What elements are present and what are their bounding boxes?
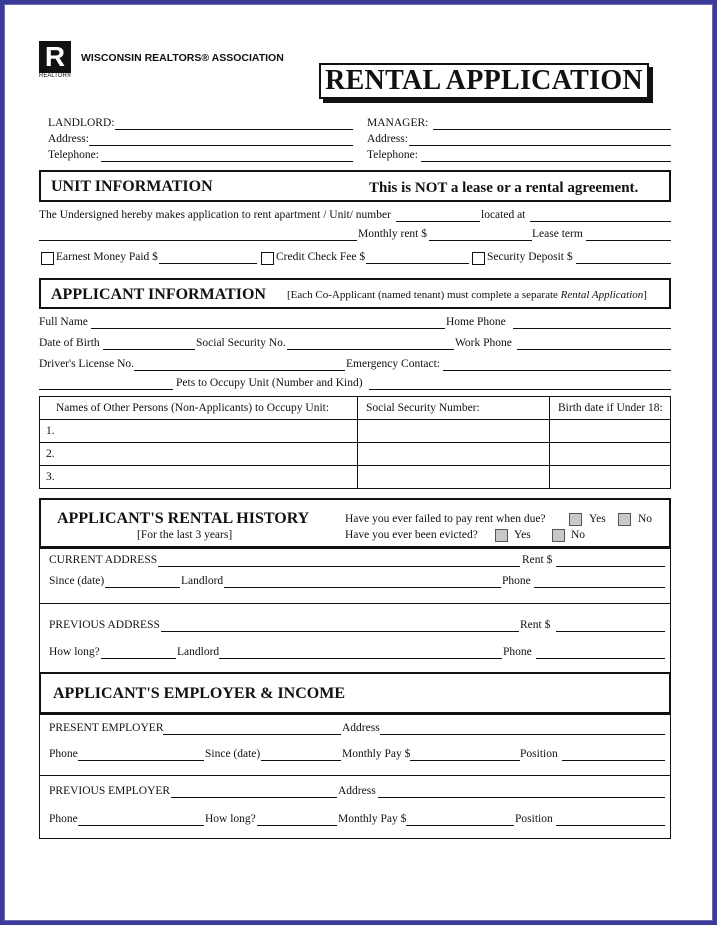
occupant-name-cell[interactable]: 2. bbox=[40, 443, 358, 466]
form-page bbox=[4, 4, 713, 921]
previous-rent-label: Rent $ bbox=[520, 619, 551, 631]
table-row[interactable] bbox=[40, 443, 671, 466]
drivers-license-field[interactable] bbox=[134, 370, 345, 371]
form-title: RENTAL APPLICATION bbox=[319, 63, 649, 99]
pets-label: Pets to Occupy Unit (Number and Kind) bbox=[176, 377, 363, 389]
previous-position-field[interactable] bbox=[556, 825, 665, 826]
present-employer-phone-label: Phone bbox=[49, 748, 78, 760]
employer-heading: APPLICANT'S EMPLOYER & INCOME bbox=[53, 685, 346, 702]
applicant-info-header bbox=[39, 278, 671, 309]
drivers-license-label: Driver's License No. bbox=[39, 358, 134, 370]
current-rent-label: Rent $ bbox=[522, 554, 553, 566]
previous-address-section bbox=[39, 603, 671, 673]
rental-history-header bbox=[39, 498, 671, 548]
dob-field[interactable] bbox=[103, 349, 195, 350]
how-long-field[interactable] bbox=[101, 658, 176, 659]
previous-employer-phone-label: Phone bbox=[49, 813, 78, 825]
current-rent-field[interactable] bbox=[556, 566, 665, 567]
unit-info-header bbox=[39, 170, 671, 202]
occupant-ssn-cell[interactable] bbox=[358, 420, 550, 443]
monthly-rent-label: Monthly rent $ bbox=[358, 228, 427, 240]
unit-intro-text: The Undersigned hereby makes application to rent apartment / Unit/ number bbox=[39, 209, 391, 221]
home-phone-field[interactable] bbox=[513, 328, 671, 329]
previous-landlord-field[interactable] bbox=[219, 658, 502, 659]
credit-check-label: Credit Check Fee $ bbox=[276, 251, 366, 263]
not-a-lease-notice: This is NOT a lease or a rental agreement. bbox=[369, 180, 639, 196]
previous-employer-label: PREVIOUS EMPLOYER bbox=[49, 785, 171, 797]
previous-landlord-label: Landlord bbox=[177, 646, 220, 658]
failed-rent-no-label: No bbox=[638, 513, 653, 525]
dob-label: Date of Birth bbox=[39, 337, 100, 349]
earnest-money-field[interactable] bbox=[159, 263, 257, 264]
since-date-label: Since (date) bbox=[49, 575, 105, 587]
monthly-rent-field[interactable] bbox=[429, 240, 532, 241]
previous-address-field[interactable] bbox=[161, 631, 519, 632]
table-row[interactable] bbox=[40, 466, 671, 489]
previous-monthly-pay-field[interactable] bbox=[406, 825, 514, 826]
pets-field[interactable] bbox=[39, 389, 173, 390]
rental-history-heading: APPLICANT'S RENTAL HISTORY bbox=[57, 510, 310, 527]
lease-term-field[interactable] bbox=[586, 240, 671, 241]
present-monthly-pay-field[interactable] bbox=[410, 760, 520, 761]
evicted-yes-label: Yes bbox=[514, 529, 531, 541]
evicted-question: Have you ever been evicted? bbox=[345, 529, 478, 541]
association-name: WISCONSIN REALTORS® ASSOCIATION bbox=[81, 52, 284, 64]
previous-address-label: PREVIOUS ADDRESS bbox=[49, 619, 160, 631]
previous-rent-field[interactable] bbox=[556, 631, 665, 632]
work-phone-field[interactable] bbox=[517, 349, 671, 350]
emergency-contact-field[interactable] bbox=[443, 370, 671, 371]
occupant-name-cell[interactable]: 3. bbox=[40, 466, 358, 489]
occupant-ssn-cell[interactable] bbox=[358, 466, 550, 489]
manager-address-field[interactable] bbox=[409, 145, 671, 146]
previous-landlord-phone-label: Phone bbox=[503, 646, 532, 658]
previous-employer-address-label: Address bbox=[338, 785, 376, 797]
earnest-money-label: Earnest Money Paid $ bbox=[56, 251, 158, 263]
evicted-yes-checkbox[interactable] bbox=[495, 529, 508, 542]
rental-history-subheading: [For the last 3 years] bbox=[137, 529, 233, 541]
occupant-name-header: Names of Other Persons (Non-Applicants) to Occupy Unit: bbox=[40, 397, 358, 420]
failed-rent-yes-checkbox[interactable] bbox=[569, 513, 582, 526]
manager-telephone-label: Telephone: bbox=[367, 149, 418, 161]
previous-how-long-field[interactable] bbox=[257, 825, 337, 826]
landlord-label: LANDLORD: bbox=[48, 117, 115, 129]
ssn-field[interactable] bbox=[287, 349, 454, 350]
manager-label: MANAGER: bbox=[367, 117, 429, 129]
occupant-birthdate-cell[interactable] bbox=[550, 443, 671, 466]
logo-caption: REALTOR® bbox=[39, 73, 72, 79]
occupant-ssn-cell[interactable] bbox=[358, 443, 550, 466]
previous-monthly-pay-label: Monthly Pay $ bbox=[338, 813, 407, 825]
present-employer-address-field[interactable] bbox=[380, 734, 665, 735]
failed-rent-question: Have you ever failed to pay rent when due? bbox=[345, 513, 546, 525]
emergency-contact-label: Emergency Contact: bbox=[346, 358, 440, 370]
evicted-no-checkbox[interactable] bbox=[552, 529, 565, 542]
landlord-field[interactable] bbox=[115, 129, 353, 130]
table-header-row bbox=[40, 397, 671, 420]
credit-check-checkbox[interactable] bbox=[261, 252, 274, 265]
credit-check-field[interactable] bbox=[366, 263, 469, 264]
security-deposit-field[interactable] bbox=[576, 263, 671, 264]
present-employer-field[interactable] bbox=[163, 734, 341, 735]
current-landlord-phone-field[interactable] bbox=[534, 587, 665, 588]
failed-rent-no-checkbox[interactable] bbox=[618, 513, 631, 526]
location-continued-field[interactable] bbox=[39, 240, 357, 241]
located-at-label: located at bbox=[481, 209, 526, 221]
lease-term-label: Lease term bbox=[532, 228, 583, 240]
occupant-birthdate-header: Birth date if Under 18: bbox=[550, 397, 671, 420]
applicant-info-heading: APPLICANT INFORMATION bbox=[51, 286, 266, 303]
unit-info-heading: UNIT INFORMATION bbox=[51, 178, 213, 195]
employer-header bbox=[39, 672, 671, 714]
landlord-address-label: Address: bbox=[48, 133, 89, 145]
present-position-label: Position bbox=[520, 748, 558, 760]
employment-since-field[interactable] bbox=[261, 760, 341, 761]
landlord-telephone-label: Telephone: bbox=[48, 149, 99, 161]
how-long-label: How long? bbox=[49, 646, 100, 658]
occupant-birthdate-cell[interactable] bbox=[550, 466, 671, 489]
location-field[interactable] bbox=[530, 221, 671, 222]
previous-employer-address-field[interactable] bbox=[378, 797, 665, 798]
pets-description-field[interactable] bbox=[369, 389, 671, 390]
employment-since-label: Since (date) bbox=[205, 748, 261, 760]
landlord-telephone-field[interactable] bbox=[101, 161, 353, 162]
evicted-no-label: No bbox=[571, 529, 586, 541]
other-occupants-table bbox=[39, 396, 671, 489]
ssn-label: Social Security No. bbox=[196, 337, 286, 349]
previous-landlord-phone-field[interactable] bbox=[536, 658, 665, 659]
manager-address-label: Address: bbox=[367, 133, 408, 145]
earnest-money-checkbox[interactable] bbox=[41, 252, 54, 265]
since-date-field[interactable] bbox=[105, 587, 180, 588]
occupant-birthdate-cell[interactable] bbox=[550, 420, 671, 443]
manager-telephone-field[interactable] bbox=[421, 161, 671, 162]
table-row[interactable] bbox=[40, 420, 671, 443]
unit-number-field[interactable] bbox=[396, 221, 480, 222]
present-employer-address-label: Address bbox=[342, 722, 380, 734]
full-name-label: Full Name bbox=[39, 316, 88, 328]
previous-how-long-label: How long? bbox=[205, 813, 256, 825]
security-deposit-checkbox[interactable] bbox=[472, 252, 485, 265]
current-address-field[interactable] bbox=[158, 566, 520, 567]
landlord-address-field[interactable] bbox=[89, 145, 353, 146]
present-employer-phone-field[interactable] bbox=[78, 760, 204, 761]
previous-employer-field[interactable] bbox=[171, 797, 337, 798]
previous-employer-phone-field[interactable] bbox=[78, 825, 204, 826]
current-landlord-phone-label: Phone bbox=[502, 575, 531, 587]
failed-rent-yes-label: Yes bbox=[589, 513, 606, 525]
work-phone-label: Work Phone bbox=[455, 337, 512, 349]
home-phone-label: Home Phone bbox=[446, 316, 506, 328]
previous-position-label: Position bbox=[515, 813, 553, 825]
occupant-ssn-header: Social Security Number: bbox=[358, 397, 550, 420]
present-monthly-pay-label: Monthly Pay $ bbox=[342, 748, 411, 760]
current-address-label: CURRENT ADDRESS bbox=[49, 554, 158, 566]
security-deposit-label: Security Deposit $ bbox=[487, 251, 573, 263]
realtor-logo-icon: R bbox=[39, 41, 71, 73]
manager-field[interactable] bbox=[433, 129, 671, 130]
current-landlord-field[interactable] bbox=[224, 587, 501, 588]
present-employer-label: PRESENT EMPLOYER bbox=[49, 722, 164, 734]
co-applicant-note: [Each Co-Applicant (named tenant) must complete a separate Rental Application] bbox=[287, 289, 647, 301]
occupant-name-cell[interactable]: 1. bbox=[40, 420, 358, 443]
full-name-field[interactable] bbox=[91, 328, 445, 329]
present-position-field[interactable] bbox=[562, 760, 665, 761]
current-landlord-label: Landlord bbox=[181, 575, 224, 587]
